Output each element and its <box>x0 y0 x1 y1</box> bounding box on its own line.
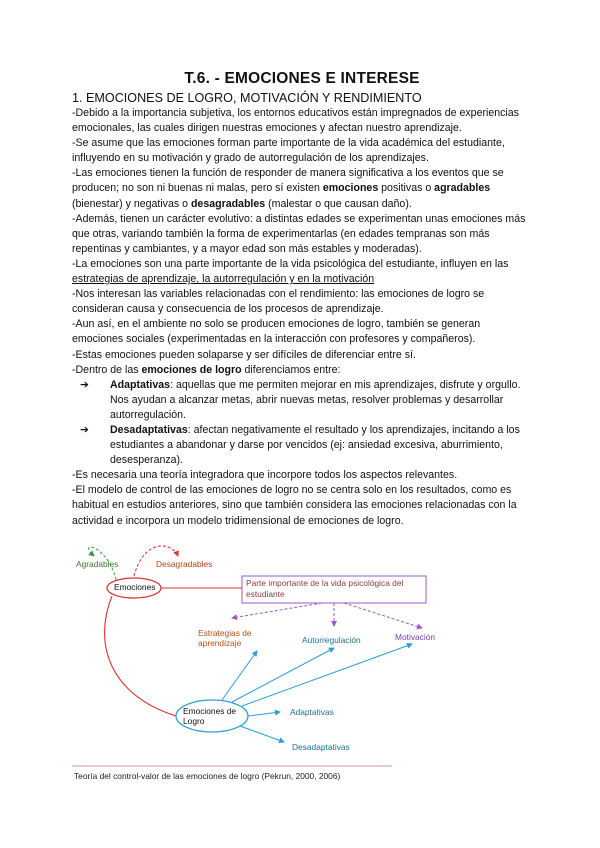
arrow-bullet-icon: ➔ <box>80 423 89 436</box>
link-emociones-logro <box>105 596 176 716</box>
concept-diagram <box>72 536 472 791</box>
document-title: T.6. - EMOCIONES E INTERESE <box>184 70 420 87</box>
arrow-to-motivacion-blue <box>242 644 412 706</box>
text-run: (bienestar) y negativas o <box>72 197 191 210</box>
paragraph: -Además, tienen un carácter evolutivo: a distintas edades se experimentan unas emociones más que otras, variando también la forma de experimentarlas (en edades tempranas son más repentinas y cambiantes, y a mayor edad son más estables y moderadas). <box>72 212 526 255</box>
bold-term: emociones <box>322 182 379 195</box>
paragraph: -El modelo de control de las emociones de logro no se centra solo en los resultados, como es habitual en estudios anteriores, sino que también considera las emociones relacionadas con la actividad e incorpora un modelo tridimensional de emociones de logro. <box>72 484 517 527</box>
arrow-to-autorregulacion-blue <box>232 648 334 702</box>
list-item <box>72 423 532 468</box>
arrow-to-desadaptativas <box>240 726 284 742</box>
agradables-label: Agradables <box>76 559 119 569</box>
document-page <box>72 70 532 529</box>
text-run: diferenciamos entre: <box>241 363 341 376</box>
emociones-label: Emociones <box>114 582 156 592</box>
bullet-text: : afectan negativamente el resultado y los aprendizajes, incitando a los estudiantes a abandonar y darse por vencidos (ej: ansiedad excesiva, aburrimiento, desesperanza). <box>110 423 520 467</box>
bold-term: desagradables <box>190 197 266 210</box>
section-heading: 1. EMOCIONES DE LOGRO, MOTIVACIÓN Y RENDIMIENTO <box>72 91 422 105</box>
arrow-to-motivacion <box>344 603 422 628</box>
paragraph: -Estas emociones pueden solaparse y ser difíciles de diferenciar entre sí. <box>72 348 416 361</box>
text-run: -La emociones son una parte importante de la vida psicológica del estudiante, influyen en las <box>72 257 509 270</box>
underlined-text: estrategias de aprendizaje, la autorregulación y en la motivación <box>72 273 375 286</box>
paragraph: -Nos interesan las variables relacionadas con el rendimiento: las emociones de logro se consideran causa y consecuencia de los procesos de aprendizaje. <box>72 288 485 316</box>
bullet-term: Adaptativas <box>110 378 171 391</box>
estrategias-label: Estrategias de aprendizaje <box>198 628 252 648</box>
bold-term: agradables <box>434 182 491 195</box>
paragraph: -Se asume que las emociones forman parte importante de la vida académica del estudiante, influyendo en su motivación y grado de autorregulación de los aprendizajes. <box>72 137 505 165</box>
paragraph <box>72 363 532 378</box>
adaptativas-label: Adaptativas <box>290 707 334 717</box>
text-run: positivas o <box>378 182 435 195</box>
bullet-term: Desadaptativas <box>110 423 188 436</box>
list-item <box>72 378 532 423</box>
text-run: -Dentro de las <box>72 363 142 376</box>
bold-term: emociones de logro <box>141 363 242 376</box>
paragraph: -Aun así, en el ambiente no solo se producen emociones de logro, también se generan emociones sociales (experimentadas en la interacción con profesores y compañeros). <box>72 318 481 346</box>
text-run: -Las emociones tienen la función de responder de manera significativa a los eventos que se producen; no son ni buenas ni malas, pero sí existen <box>72 167 504 195</box>
emociones-logro-label: Emociones de Logro <box>183 706 237 726</box>
diagram-graphics <box>72 536 472 791</box>
arrow-to-estrategias <box>232 603 322 618</box>
paragraph: -Es necesaria una teoría integradora que incorpore todos los aspectos relevantes. <box>72 469 458 482</box>
box-label: Parte importante de la vida psicológica del estudiante <box>246 578 404 599</box>
text-run: (malestar o que causan daño). <box>265 197 412 210</box>
diagram-caption: Teoría del control-valor de las emociones de logro (Pekrun, 2000, 2006) <box>74 771 341 781</box>
bullet-list <box>72 378 532 469</box>
autorregulacion-label: Autorregulación <box>302 635 361 645</box>
paragraph: -Debido a la importancia subjetiva, los entornos educativos están impregnados de experiencias emocionales, las cuales dirigen nuestras emociones y afectan nuestro aprendizaje. <box>72 107 519 135</box>
desagradables-label: Desagradables <box>156 559 213 569</box>
motivacion-label: Motivación <box>395 632 436 642</box>
desadaptativas-label: Desadaptativas <box>292 742 350 752</box>
arrow-to-adaptativas <box>248 712 280 716</box>
bullet-text: : aquellas que me permiten mejorar en mis aprendizajes, disfrute y orgullo. Nos ayudan a alcanzar metas, abrir nuevas metas, resolver problemas y desarrollar autorregulación. <box>110 378 521 421</box>
paragraph <box>72 166 532 211</box>
arrow-to-estrategias-blue <box>222 651 257 700</box>
arrow-bullet-icon: ➔ <box>80 378 89 391</box>
document-body <box>72 106 532 529</box>
paragraph <box>72 257 532 287</box>
